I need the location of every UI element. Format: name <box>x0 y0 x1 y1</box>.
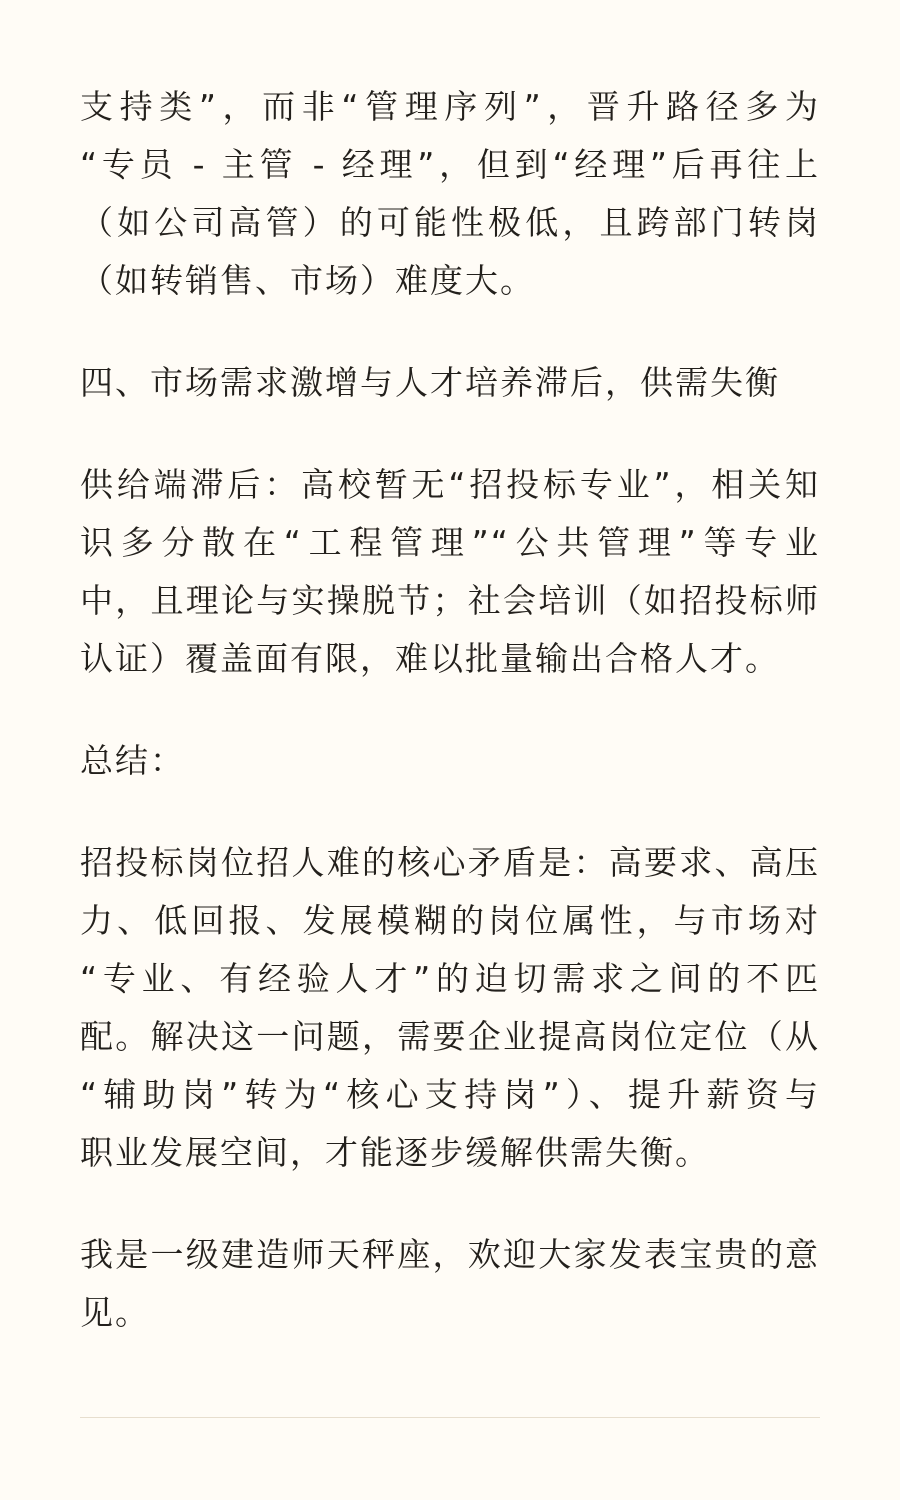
summary-heading <box>80 732 820 790</box>
text-line: 认证）覆盖面有限，难以批量输出合格人才。 <box>80 639 780 678</box>
paragraph-supply-side <box>80 456 820 688</box>
paragraph-career-path <box>80 78 820 310</box>
text-line: 供给端滞后：高校暂无“招投标专业”，相关知 <box>80 465 820 504</box>
text-line: 招投标岗位招人难的核心矛盾是：高要求、高压 <box>80 843 820 882</box>
paragraph-summary <box>80 834 820 1182</box>
text-line: 四、市场需求激增与人才培养滞后，供需失衡 <box>80 363 780 402</box>
section-divider <box>80 1417 820 1418</box>
text-line: 力、低回报、发展模糊的岗位属性，与市场对 <box>80 901 820 940</box>
text-line: 我是一级建造师天秤座，欢迎大家发表宝贵的意 <box>80 1235 820 1274</box>
text-line: “专业、有经验人才”的迫切需求之间的不匹 <box>80 959 820 998</box>
text-line: 中，且理论与实操脱节；社会培训（如招投标师 <box>80 581 820 620</box>
text-line: 识多分散在“工程管理”“公共管理”等专业 <box>80 523 820 562</box>
text-line: 职业发展空间，才能逐步缓解供需失衡。 <box>80 1133 710 1172</box>
paragraph-author-note <box>80 1226 820 1342</box>
text-line: 支持类”，而非“管理序列”，晋升路径多为 <box>80 87 820 126</box>
section-heading <box>80 354 820 412</box>
text-line: （如公司高管）的可能性极低，且跨部门转岗 <box>80 203 820 242</box>
text-line: （如转销售、市场）难度大。 <box>80 261 535 300</box>
text-line: 总结： <box>80 741 185 780</box>
text-line: 配。解决这一问题，需要企业提高岗位定位（从 <box>80 1017 820 1056</box>
text-line: “专员 - 主管 - 经理”，但到“经理”后再往上 <box>80 145 820 184</box>
text-line: “辅助岗”转为“核心支持岗”）、提升薪资与 <box>80 1075 820 1114</box>
text-line: 见。 <box>80 1293 150 1332</box>
